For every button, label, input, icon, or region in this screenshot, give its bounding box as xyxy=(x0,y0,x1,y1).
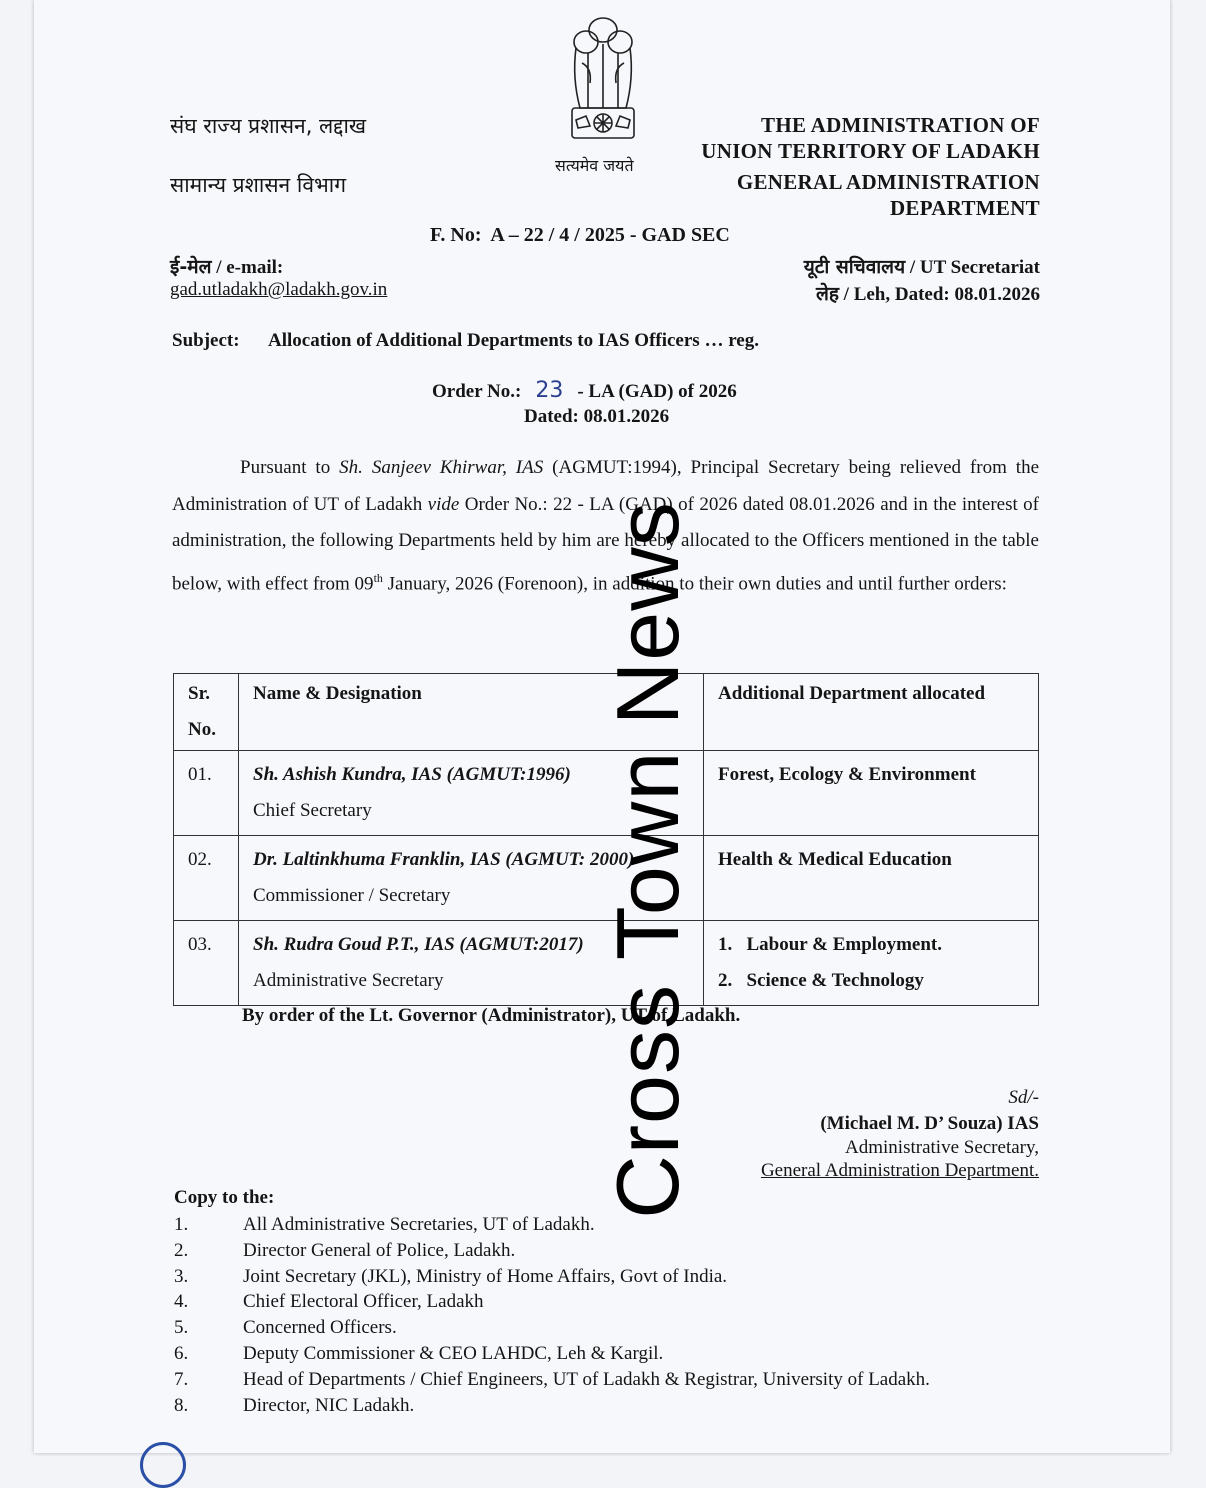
en-admin-title-1: THE ADMINISTRATION OF xyxy=(761,113,1040,137)
watermark-text: Cross Town News xyxy=(598,501,697,1219)
list-item xyxy=(174,1341,930,1367)
list-item xyxy=(174,1315,930,1341)
hindi-admin-title: संघ राज्य प्रशासन, लद्दाख xyxy=(170,114,367,138)
national-emblem-icon xyxy=(562,8,644,158)
list-text: Joint Secretary (JKL), Ministry of Home Affairs, Govt of India. xyxy=(243,1265,728,1287)
list-number: 1. xyxy=(174,1214,189,1235)
list-item xyxy=(174,1367,930,1393)
body-text-2: (AGMUT:1994), Principal Secretary being relieved from the Administration of UT of Ladakh xyxy=(172,457,1040,515)
list-item xyxy=(174,1289,930,1315)
copy-heading: Copy to the: xyxy=(174,1187,275,1208)
list-number: 7. xyxy=(174,1368,189,1390)
list-number: 4. xyxy=(174,1291,189,1313)
header-sr-no: Sr. No. xyxy=(174,674,239,751)
body-superscript: th xyxy=(373,570,383,585)
subject-label: Subject: xyxy=(172,330,240,351)
signature-sd: Sd/- xyxy=(1008,1087,1039,1108)
emblem-motto: सत्यमेव जयते xyxy=(555,156,634,175)
department-item: 2. Science & Technology xyxy=(718,970,924,991)
row-department: Health & Medical Education xyxy=(704,836,1039,921)
email-label-hindi: ई-मेल xyxy=(170,256,212,278)
order-date: Dated: 08.01.2026 xyxy=(524,406,670,427)
office-english: / UT Secretariat xyxy=(905,257,1040,278)
email-link[interactable]: gad.utladakh@ladakh.gov.in xyxy=(170,279,388,300)
officer-designation: Administrative Secretary xyxy=(253,970,444,991)
list-number: 2. xyxy=(174,1239,189,1261)
office-location xyxy=(804,253,1040,279)
officer-name: Sh. Rudra Goud P.T., IAS (AGMUT:2017) xyxy=(253,934,584,955)
subject-text: Allocation of Additional Departments to IAS Officers … reg. xyxy=(268,330,759,351)
copy-list xyxy=(174,1212,930,1418)
list-number: 5. xyxy=(174,1317,189,1339)
list-text: Head of Departments / Chief Engineers, UT of Ladakh & Registrar, University of Ladakh. xyxy=(243,1368,930,1390)
list-text: Concerned Officers. xyxy=(243,1317,397,1339)
seal-icon xyxy=(140,1442,186,1488)
order-prefix: Order No.: xyxy=(432,381,522,402)
row-sr: 03. xyxy=(174,921,239,1006)
en-department-title-1: GENERAL ADMINISTRATION xyxy=(736,170,1040,194)
order-suffix: - LA (GAD) of 2026 xyxy=(577,381,737,402)
body-text-3: Order No.: 22 - LA (GAD) of 2026 dated 08.01.2026 and in the interest of administration, the following Departments held by him are hereby allocated to the Officers mentioned in the table below, with effect from 09 xyxy=(172,493,1039,594)
en-department-title-2: DEPARTMENT xyxy=(889,196,1040,220)
list-number: 3. xyxy=(174,1265,189,1287)
place-english-date: / Leh, Dated: 08.01.2026 xyxy=(838,284,1040,305)
email-label-english: / e-mail: xyxy=(211,257,284,278)
office-hindi: यूटी सचिवालय xyxy=(803,256,906,278)
list-text: Director, NIC Ladakh. xyxy=(243,1394,415,1416)
email-label xyxy=(170,253,283,279)
order-number-handwritten: 23 xyxy=(535,378,564,403)
officer-designation: Commissioner / Secretary xyxy=(253,885,451,906)
row-department: Forest, Ecology & Environment xyxy=(704,751,1039,836)
row-sr: 01. xyxy=(174,751,239,836)
list-item xyxy=(174,1212,930,1238)
place-hindi: लेह xyxy=(815,283,839,305)
file-number: F. No: A – 22 / 4 / 2025 - GAD SEC xyxy=(430,224,730,246)
signatory-name: (Michael M. D’ Souza) IAS xyxy=(820,1113,1039,1134)
list-item xyxy=(174,1264,930,1290)
officer-designation: Chief Secretary xyxy=(253,800,372,821)
body-text-1: Pursuant to xyxy=(240,457,340,478)
officer-name: Sh. Ashish Kundra, IAS (AGMUT:1996) xyxy=(253,764,571,785)
officer-name: Dr. Laltinkhuma Franklin, IAS (AGMUT: 2000) xyxy=(253,849,635,870)
body-text-4: January, 2026 (Forenoon), in addition to their own duties and until further orders: xyxy=(382,572,1007,594)
department-item: 1. Labour & Employment. xyxy=(718,934,942,955)
list-item xyxy=(174,1238,930,1264)
list-number: 6. xyxy=(174,1342,189,1364)
hindi-department-title: सामान्य प्रशासन विभाग xyxy=(170,173,347,197)
en-admin-title-2: UNION TERRITORY OF LADAKH xyxy=(701,139,1040,163)
header-name-designation: Name & Designation xyxy=(239,674,704,751)
body-vide: vide xyxy=(427,493,460,515)
place-date xyxy=(816,280,1040,306)
row-sr: 02. xyxy=(174,836,239,921)
order-number-line xyxy=(432,378,737,403)
list-text: Deputy Commissioner & CEO LAHDC, Leh & Kargil. xyxy=(243,1342,664,1364)
signatory-title: Administrative Secretary, xyxy=(845,1137,1039,1158)
by-order-line: By order of the Lt. Governor (Administrator), UT of Ladakh. xyxy=(242,1005,741,1026)
list-text: All Administrative Secretaries, UT of Ladakh. xyxy=(243,1214,595,1235)
list-number: 8. xyxy=(174,1394,189,1416)
header-department: Additional Department allocated xyxy=(704,674,1039,751)
list-text: Chief Electoral Officer, Ladakh xyxy=(243,1291,484,1313)
signatory-department: General Administration Department. xyxy=(760,1160,1039,1181)
row-department-list xyxy=(704,921,1039,1006)
list-text: Director General of Police, Ladakh. xyxy=(243,1239,516,1261)
relieved-officer-name: Sh. Sanjeev Khirwar, IAS xyxy=(339,457,544,478)
list-item xyxy=(174,1393,930,1419)
